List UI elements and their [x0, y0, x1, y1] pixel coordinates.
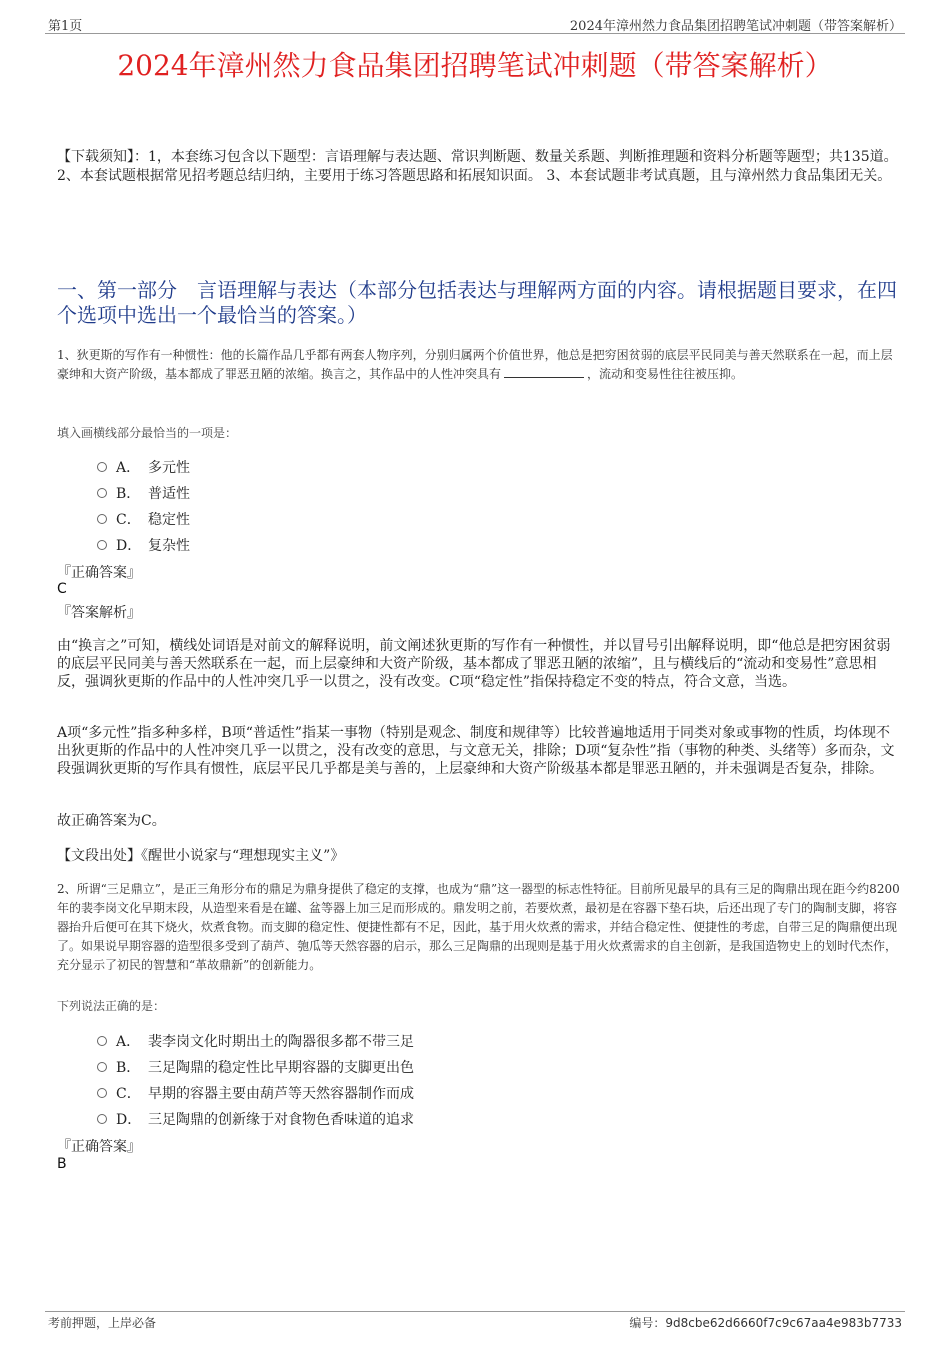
section-heading: 一、第一部分 言语理解与表达（本部分包括表达与理解两方面的内容。请根据题目要求，在四个选项中选出一个最恰当的答案。） — [57, 278, 897, 327]
document-code — [629, 1314, 902, 1331]
q1-analysis-label: 『答案解析』 — [57, 605, 141, 621]
radio-icon[interactable] — [97, 1062, 107, 1072]
footer-divider — [45, 1311, 905, 1312]
question-1-text-after: ，流动和变易性往往被压抑。 — [587, 367, 744, 381]
q2-option-b[interactable]: B． 三足陶鼎的稳定性比早期容器的支脚更出色 — [97, 1057, 414, 1077]
radio-icon[interactable] — [97, 1088, 107, 1098]
question-2-text: 2、所谓“三足鼎立”，是正三角形分布的鼎足为鼎身提供了稳定的支撑，也成为“鼎”这一器型的标志性特征。目前所见最早的具有三足的陶鼎出现在距今约8200年的裴李岗文化早期末段，从造型来看是在罐、盆等器上加三足而形成的。鼎发明之前，若要炊煮，最初是在容器下垫石块，后还出现了专门的陶制支脚，将容器抬升后便可在其下烧火，炊煮食物。而支脚的稳定性、便捷性都有不足，因此，基于用火炊煮的需求，并结合稳定性、便捷性的考虑，自带三足的陶鼎便出现了。如果说早期容器的造型很多受到了葫芦、匏瓜等天然容器的启示，那么三足陶鼎的出现则是基于用火炊煮需求的自主创新，是我国造物史上的划时代杰作，充分显示了初民的智慧和“革故鼎新”的创新能力。 — [57, 882, 900, 972]
document-code-label: 编号： — [629, 1316, 666, 1330]
radio-icon[interactable] — [97, 1036, 107, 1046]
question-1-text-before: 1、狄更斯的写作有一种惯性：他的长篇作品几乎都有两套人物序列，分别归属两个价值世界，他总是把穷困贫弱的底层平民同美与善天然联系在一起，而上层豪绅和大资产阶级，基本都成了罪恶丑陋的浓缩。换言之，其作品中的人性冲突具有 — [57, 348, 893, 381]
document-code-value: 9d8cbe62d6660f7c9c67aa4e983b7733 — [665, 1316, 902, 1330]
q1-option-b[interactable]: B． 普适性 — [97, 483, 190, 503]
header-divider — [45, 33, 905, 34]
q2-answer-label: 『正确答案』 — [57, 1139, 141, 1155]
radio-icon[interactable] — [97, 462, 107, 472]
question-1-prompt: 填入画横线部分最恰当的一项是： — [57, 426, 238, 440]
download-notice: 【下载须知】：1，本套练习包含以下题型：言语理解与表达题、常识判断题、数量关系题、判断推理题和资料分析题等题型；共135道。 2、本套试题根据常见招考题总结归纳，主要用于练习答题思路和拓展知识面。 3、本套试题非考试真题，且与漳州然力食品集团无关。 — [57, 149, 898, 184]
radio-icon[interactable] — [97, 1114, 107, 1124]
page-number: 第1页 — [48, 19, 83, 34]
q1-answer-label: 『正确答案』 — [57, 565, 141, 581]
q1-option-c[interactable]: C． 稳定性 — [97, 509, 190, 529]
q2-option-a[interactable]: A． 裴李岗文化时期出土的陶器很多都不带三足 — [97, 1031, 414, 1051]
q1-option-a[interactable]: A． 多元性 — [97, 457, 190, 477]
running-header-title: 2024年漳州然力食品集团招聘笔试冲刺题（带答案解析） — [569, 19, 902, 34]
question-1-text — [57, 346, 902, 384]
question-2-prompt: 下列说法正确的是： — [57, 999, 166, 1013]
q1-analysis-paragraph: A项“多元性”指多种多样，B项“普适性”指某一事物（特别是观念、制度和规律等）比较普遍地适用于同类对象或事物的性质，均体现不出狄更斯的作品中的人性冲突几乎一以贯之，没有改变的意思，与文意无关，排除；D项“复杂性”指（事物的种类、头绪等）多而杂，文段强调狄更斯的写作具有惯性，底层平民几乎都是美与善的，上层豪绅和大资产阶级基本都是罪恶丑陋的，并未强调是否复杂，排除。 — [57, 725, 895, 777]
fill-blank — [504, 365, 584, 378]
q2-answer: B — [57, 1156, 67, 1172]
radio-icon[interactable] — [97, 540, 107, 550]
radio-icon[interactable] — [97, 514, 107, 524]
q2-option-d[interactable]: D． 三足陶鼎的创新缘于对食物色香味道的追求 — [97, 1109, 414, 1129]
q1-conclusion: 故正确答案为C。 — [57, 813, 166, 829]
q1-analysis-paragraph: 由“换言之”可知，横线处词语是对前文的解释说明，前文阐述狄更斯的写作有一种惯性，并以冒号引出解释说明，即“他总是把穷困贫弱的底层平民同美与善天然联系在一起，而上层豪绅和大资产阶级，基本都成了罪恶丑陋的浓缩”，且与横线后的“流动和变易性”意思相反，强调狄更斯的作品中的人性冲突几乎一以贯之，没有改变。C项“稳定性”指保持稳定不变的特点，符合文意，当选。 — [57, 638, 891, 690]
radio-icon[interactable] — [97, 488, 107, 498]
q1-source: 【文段出处】《醒世小说家与“理想现实主义”》 — [57, 848, 345, 864]
q1-option-d[interactable]: D． 复杂性 — [97, 535, 190, 555]
document-title: 2024年漳州然力食品集团招聘笔试冲刺题（带答案解析） — [117, 49, 833, 82]
q1-answer: C — [57, 581, 67, 597]
footer-slogan: 考前押题，上岸必备 — [48, 1316, 157, 1330]
q2-option-c[interactable]: C． 早期的容器主要由葫芦等天然容器制作而成 — [97, 1083, 414, 1103]
